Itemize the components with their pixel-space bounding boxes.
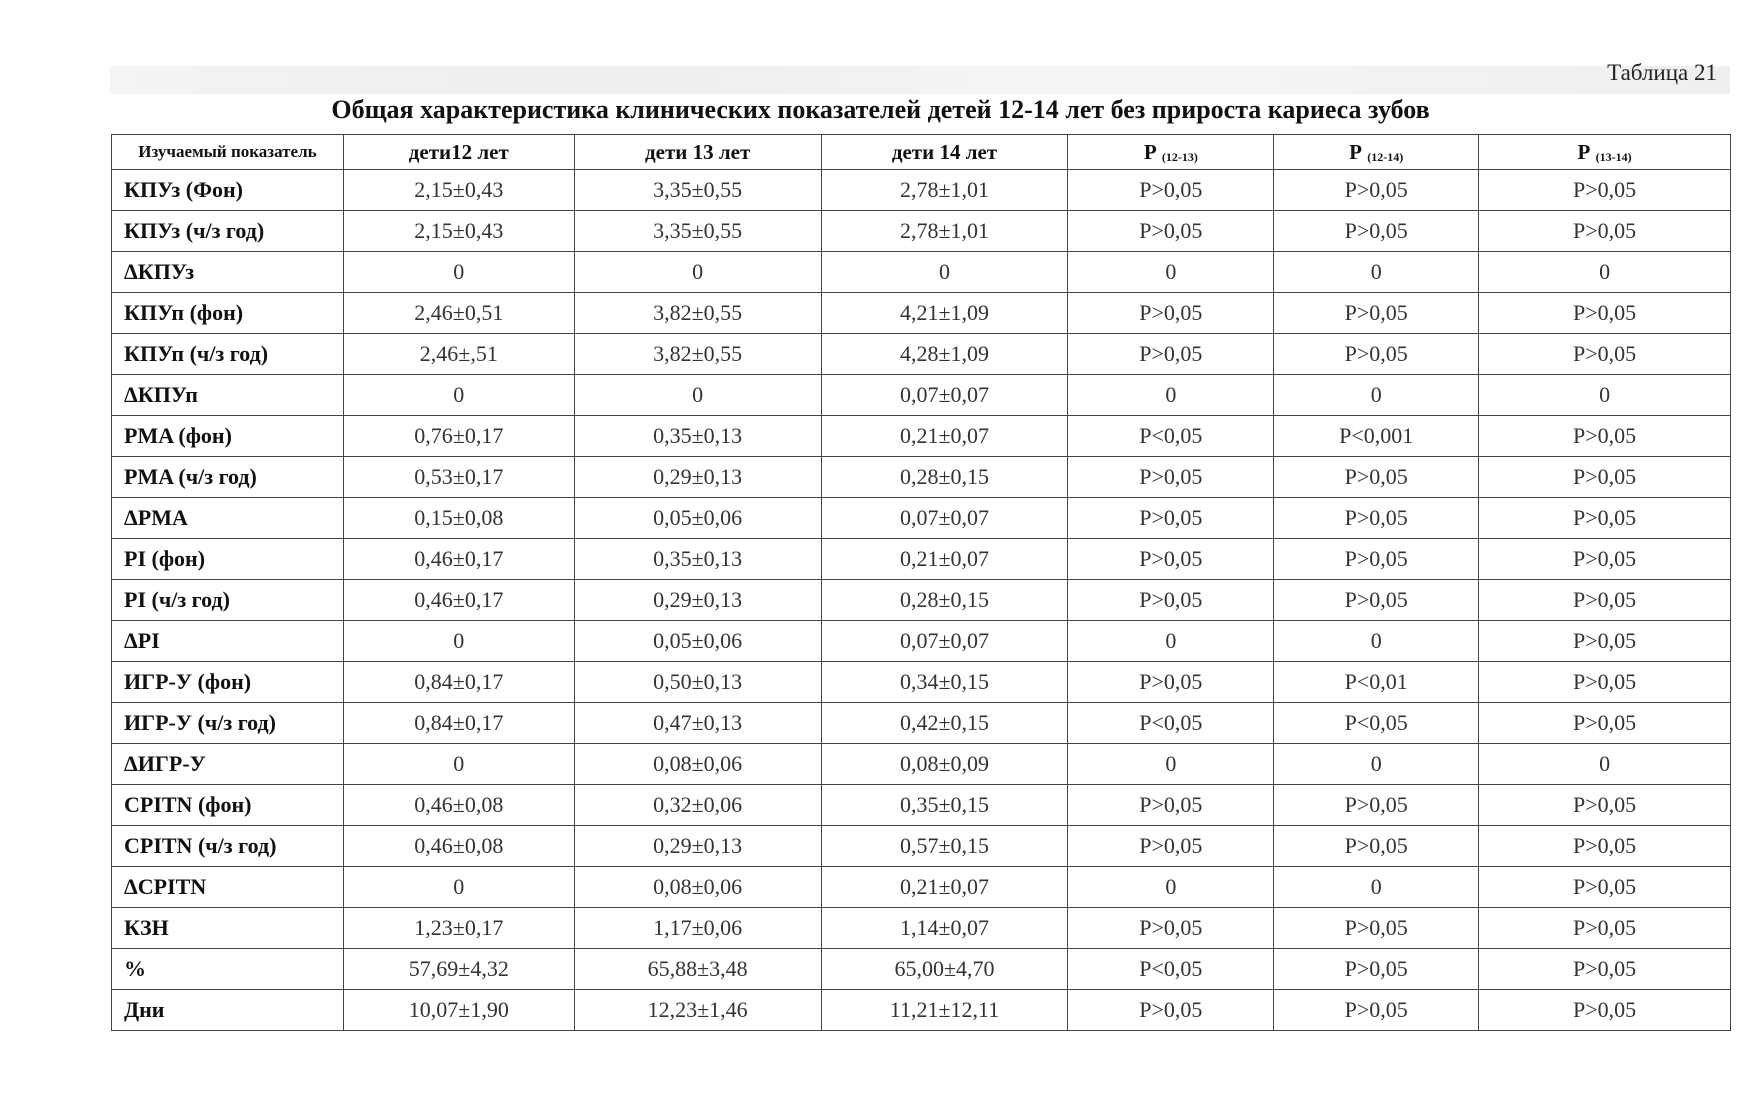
table-cell: 10,07±1,90 [343, 990, 574, 1031]
table-cell: 0 [1479, 252, 1731, 293]
table-cell: 0,46±0,08 [343, 785, 574, 826]
row-label: ИГР-У (ч/з год) [112, 703, 344, 744]
row-label: ΔPI [112, 621, 344, 662]
table-cell: P>0,05 [1479, 416, 1731, 457]
table-cell: P>0,05 [1274, 457, 1479, 498]
table-cell: P>0,05 [1068, 457, 1274, 498]
table-cell: 0 [343, 867, 574, 908]
table-cell: 0,84±0,17 [343, 703, 574, 744]
row-label: CPITN (фон) [112, 785, 344, 826]
row-label: PI (ч/з год) [112, 580, 344, 621]
table-cell: P>0,05 [1479, 580, 1731, 621]
table-row [112, 170, 1731, 211]
table-cell: P>0,05 [1479, 211, 1731, 252]
table-row [112, 211, 1731, 252]
table-cell: P>0,05 [1479, 990, 1731, 1031]
table-cell: 0,32±0,06 [574, 785, 821, 826]
data-table [111, 134, 1731, 1031]
table-cell: 0,50±0,13 [574, 662, 821, 703]
table-cell: 0 [1068, 375, 1274, 416]
table-cell: 0 [343, 744, 574, 785]
header-cell [1068, 135, 1274, 170]
row-label: % [112, 949, 344, 990]
table-cell: 0,42±0,15 [821, 703, 1068, 744]
table-cell: 0,21±0,07 [821, 539, 1068, 580]
row-label: КПУз (ч/з год) [112, 211, 344, 252]
table-number: Таблица 21 [1607, 60, 1717, 85]
table-cell: P>0,05 [1068, 539, 1274, 580]
table-row [112, 621, 1731, 662]
header-cell [112, 135, 344, 170]
table-cell: 0 [1274, 375, 1479, 416]
table-cell: P>0,05 [1479, 539, 1731, 580]
table-cell: 0 [1274, 867, 1479, 908]
header-subscript: (12-13) [1161, 149, 1198, 164]
table-cell: 65,88±3,48 [574, 949, 821, 990]
table-cell: 2,78±1,01 [821, 170, 1068, 211]
table-cell: 0,07±0,07 [821, 498, 1068, 539]
row-label: ΔКПУз [112, 252, 344, 293]
table-cell: P>0,05 [1068, 580, 1274, 621]
table-cell: 0 [821, 252, 1068, 293]
table-cell: P<0,05 [1068, 703, 1274, 744]
table-cell: 0 [574, 375, 821, 416]
table-row [112, 375, 1731, 416]
table-cell: 0 [343, 621, 574, 662]
table-cell: 0,28±0,15 [821, 457, 1068, 498]
row-label: PMA (ч/з год) [112, 457, 344, 498]
table-cell: P>0,05 [1479, 498, 1731, 539]
table-row [112, 498, 1731, 539]
table-cell: 0,05±0,06 [574, 621, 821, 662]
table-row [112, 457, 1731, 498]
table-row [112, 539, 1731, 580]
table-cell: 0,21±0,07 [821, 416, 1068, 457]
table-cell: 3,35±0,55 [574, 211, 821, 252]
table-cell: 0,35±0,15 [821, 785, 1068, 826]
table-cell: P>0,05 [1068, 293, 1274, 334]
table-cell: P>0,05 [1274, 949, 1479, 990]
table-row [112, 949, 1731, 990]
table-cell: P>0,05 [1479, 170, 1731, 211]
table-row [112, 867, 1731, 908]
table-row [112, 416, 1731, 457]
row-label: КПУп (ч/з год) [112, 334, 344, 375]
header-cell [574, 135, 821, 170]
table-cell: 2,15±0,43 [343, 170, 574, 211]
table-cell: P<0,05 [1274, 703, 1479, 744]
table-cell: P>0,05 [1274, 539, 1479, 580]
table-cell: 0,28±0,15 [821, 580, 1068, 621]
table-row [112, 744, 1731, 785]
table-cell: P>0,05 [1479, 949, 1731, 990]
table-cell: P>0,05 [1068, 826, 1274, 867]
table-cell: P>0,05 [1479, 334, 1731, 375]
table-cell: 0,07±0,07 [821, 621, 1068, 662]
table-cell: 0,15±0,08 [343, 498, 574, 539]
row-label: ΔКПУп [112, 375, 344, 416]
header-cell [821, 135, 1068, 170]
table-cell: P>0,05 [1274, 785, 1479, 826]
table-cell: 0,46±0,08 [343, 826, 574, 867]
table-cell: 0 [1068, 867, 1274, 908]
table-cell: P>0,05 [1274, 580, 1479, 621]
table-cell: P>0,05 [1479, 867, 1731, 908]
table-cell: 0,05±0,06 [574, 498, 821, 539]
table-cell: 2,46±0,51 [343, 293, 574, 334]
header-cell [1274, 135, 1479, 170]
table-row [112, 252, 1731, 293]
table-row [112, 334, 1731, 375]
table-cell: P<0,01 [1274, 662, 1479, 703]
table-cell: P>0,05 [1068, 170, 1274, 211]
table-cell: 0,76±0,17 [343, 416, 574, 457]
table-row [112, 703, 1731, 744]
table-cell: P>0,05 [1068, 990, 1274, 1031]
row-label: PI (фон) [112, 539, 344, 580]
table-cell: P>0,05 [1479, 826, 1731, 867]
table-cell: P>0,05 [1479, 293, 1731, 334]
table-cell: 2,78±1,01 [821, 211, 1068, 252]
table-row [112, 990, 1731, 1031]
table-cell: 0 [343, 375, 574, 416]
table-body [112, 170, 1731, 1031]
row-label: КПУп (фон) [112, 293, 344, 334]
header-row [112, 135, 1731, 170]
table-cell: P>0,05 [1068, 785, 1274, 826]
header-cell [1479, 135, 1731, 170]
table-cell: 0,29±0,13 [574, 457, 821, 498]
table-cell: 0,08±0,06 [574, 744, 821, 785]
table-cell: 0 [1068, 621, 1274, 662]
table-cell: 0 [343, 252, 574, 293]
row-label: ΔPMA [112, 498, 344, 539]
table-row [112, 293, 1731, 334]
table-cell: 1,23±0,17 [343, 908, 574, 949]
table-cell: 2,46±,51 [343, 334, 574, 375]
table-cell: 0,07±0,07 [821, 375, 1068, 416]
table-cell: P>0,05 [1068, 211, 1274, 252]
table-cell: P>0,05 [1479, 908, 1731, 949]
table-cell: P>0,05 [1479, 621, 1731, 662]
table-cell: 0,57±0,15 [821, 826, 1068, 867]
header-text: дети 13 лет [645, 139, 751, 164]
table-cell: P>0,05 [1068, 334, 1274, 375]
table-title: Общая характеристика клинических показателей детей 12-14 лет без прироста кариеса зубов [331, 95, 1430, 124]
table-cell: 0,47±0,13 [574, 703, 821, 744]
header-text: Р [1349, 139, 1362, 164]
table-row [112, 826, 1731, 867]
header-subscript: (12-14) [1367, 149, 1404, 164]
table-cell: 0,35±0,13 [574, 539, 821, 580]
table-row [112, 580, 1731, 621]
table-cell: 0,46±0,17 [343, 539, 574, 580]
table-cell: 0 [1274, 744, 1479, 785]
table-cell: 0,08±0,09 [821, 744, 1068, 785]
table-row [112, 785, 1731, 826]
table-cell: P>0,05 [1479, 703, 1731, 744]
table-cell: 12,23±1,46 [574, 990, 821, 1031]
table-cell: 0,34±0,15 [821, 662, 1068, 703]
table-cell: P<0,001 [1274, 416, 1479, 457]
header-text: дети 14 лет [891, 139, 998, 164]
table-cell: 0 [1068, 744, 1274, 785]
header-subscript: (13-14) [1595, 149, 1632, 164]
table-cell: 4,21±1,09 [821, 293, 1068, 334]
table-cell: P>0,05 [1479, 785, 1731, 826]
header-cell [343, 135, 574, 170]
row-label: ИГР-У (фон) [112, 662, 344, 703]
table-cell: 4,28±1,09 [821, 334, 1068, 375]
table-cell: P>0,05 [1274, 498, 1479, 539]
header-text: дети12 лет [408, 139, 509, 164]
table-cell: 0,29±0,13 [574, 580, 821, 621]
row-label: КПУз (Фон) [112, 170, 344, 211]
table-cell: 57,69±4,32 [343, 949, 574, 990]
header-text: Р [1143, 139, 1157, 164]
table-cell: 0 [1479, 744, 1731, 785]
table-cell: P>0,05 [1274, 826, 1479, 867]
table-cell: 0 [1274, 621, 1479, 662]
table-cell: 3,35±0,55 [574, 170, 821, 211]
header-text: Изучаемый показатель [138, 142, 317, 161]
table-cell: P>0,05 [1068, 662, 1274, 703]
row-label: PMA (фон) [112, 416, 344, 457]
row-label: ΔCPITN [112, 867, 344, 908]
table-cell: 0 [1274, 252, 1479, 293]
row-label: Дни [112, 990, 344, 1031]
table-cell: 1,17±0,06 [574, 908, 821, 949]
table-cell: P>0,05 [1274, 170, 1479, 211]
table-cell: 0,84±0,17 [343, 662, 574, 703]
table-cell: 0 [1068, 252, 1274, 293]
table-cell: P>0,05 [1479, 457, 1731, 498]
table-cell: P>0,05 [1068, 498, 1274, 539]
table-cell: 0,46±0,17 [343, 580, 574, 621]
table-cell: 0,53±0,17 [343, 457, 574, 498]
table-cell: P>0,05 [1274, 990, 1479, 1031]
table-cell: P>0,05 [1274, 211, 1479, 252]
table-cell: 0,21±0,07 [821, 867, 1068, 908]
table-cell: 3,82±0,55 [574, 334, 821, 375]
table-row [112, 908, 1731, 949]
table-cell: P<0,05 [1068, 949, 1274, 990]
table-cell: 3,82±0,55 [574, 293, 821, 334]
table-cell: 0,08±0,06 [574, 867, 821, 908]
table-row [112, 662, 1731, 703]
table-cell: P>0,05 [1274, 334, 1479, 375]
row-label: ΔИГР-У [112, 744, 344, 785]
table-cell: 1,14±0,07 [821, 908, 1068, 949]
table-cell: 0 [1479, 375, 1731, 416]
table-cell: P>0,05 [1068, 908, 1274, 949]
table-cell: 65,00±4,70 [821, 949, 1068, 990]
row-label: CPITN (ч/з год) [112, 826, 344, 867]
table-cell: 0,35±0,13 [574, 416, 821, 457]
table-cell: P>0,05 [1274, 293, 1479, 334]
scan-shadow-band [110, 66, 1730, 94]
table-cell: P<0,05 [1068, 416, 1274, 457]
table-cell: 11,21±12,11 [821, 990, 1068, 1031]
header-text: Р [1577, 139, 1591, 164]
table-cell: P>0,05 [1274, 908, 1479, 949]
row-label: КЗН [112, 908, 344, 949]
table-cell: 0 [574, 252, 821, 293]
table-cell: 2,15±0,43 [343, 211, 574, 252]
table-cell: 0,29±0,13 [574, 826, 821, 867]
table-cell: P>0,05 [1479, 662, 1731, 703]
